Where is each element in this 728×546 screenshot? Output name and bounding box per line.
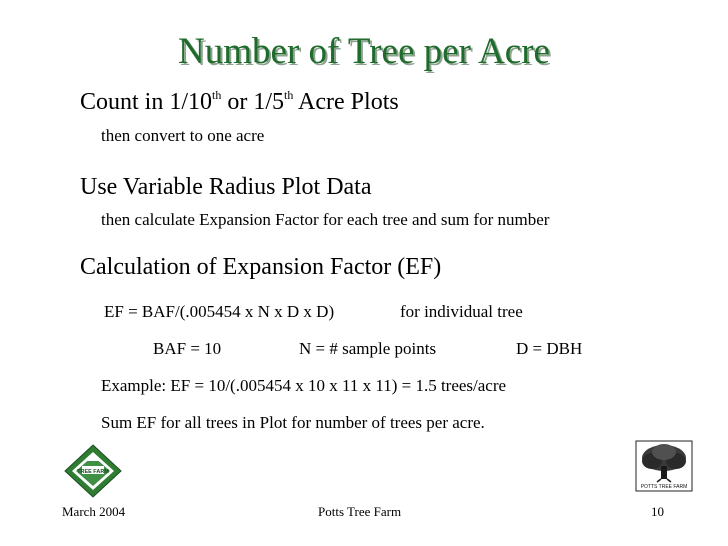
potts-logo-text: POTTS TREE FARM: [640, 484, 688, 490]
bullet-variable-radius: Use Variable Radius Plot Data: [80, 174, 372, 200]
ef-summary: Sum EF for all trees in Plot for number of trees per acre.: [101, 413, 485, 432]
bullet-count-sup-b: th: [284, 88, 294, 102]
footer-page-number: 10: [651, 504, 664, 519]
definition-baf: BAF = 10: [153, 339, 222, 358]
tree-farm-logo-text: TREE FARM: [77, 469, 109, 475]
potts-tree-farm-logo: [635, 440, 693, 492]
slide-title: Number of Tree per Acre: [178, 31, 550, 72]
footer-date: March 2004: [62, 504, 126, 519]
ef-formula-note: for individual tree: [400, 302, 523, 321]
bullet-count-text-c: Acre Plots: [293, 89, 399, 115]
bullet-count-plots: [80, 89, 399, 116]
ef-example: Example: EF = 10/(.005454 x 10 x 11 x 11) = 1.5 trees/acre: [101, 376, 507, 395]
bullet-count-subtext: then convert to one acre: [101, 126, 265, 145]
ef-formula: EF = BAF/(.005454 x N x D x D): [104, 302, 335, 321]
tree-farm-diamond-icon: [64, 444, 122, 498]
bullet-variable-radius-subtext: then calculate Expansion Factor for each tree and sum for number: [101, 210, 550, 229]
oak-tree-icon: [635, 440, 693, 492]
bullet-count-text-b: or 1/5: [221, 89, 285, 115]
bullet-count-sup-a: th: [212, 88, 222, 102]
bullet-expansion-factor: Calculation of Expansion Factor (EF): [80, 254, 442, 280]
definition-d: D = DBH: [516, 339, 583, 358]
footer-center: Potts Tree Farm: [318, 504, 402, 519]
tree-farm-logo: [64, 444, 122, 498]
bullet-count-text-a: Count in 1/10: [80, 89, 213, 115]
definition-n: N = # sample points: [299, 339, 437, 358]
